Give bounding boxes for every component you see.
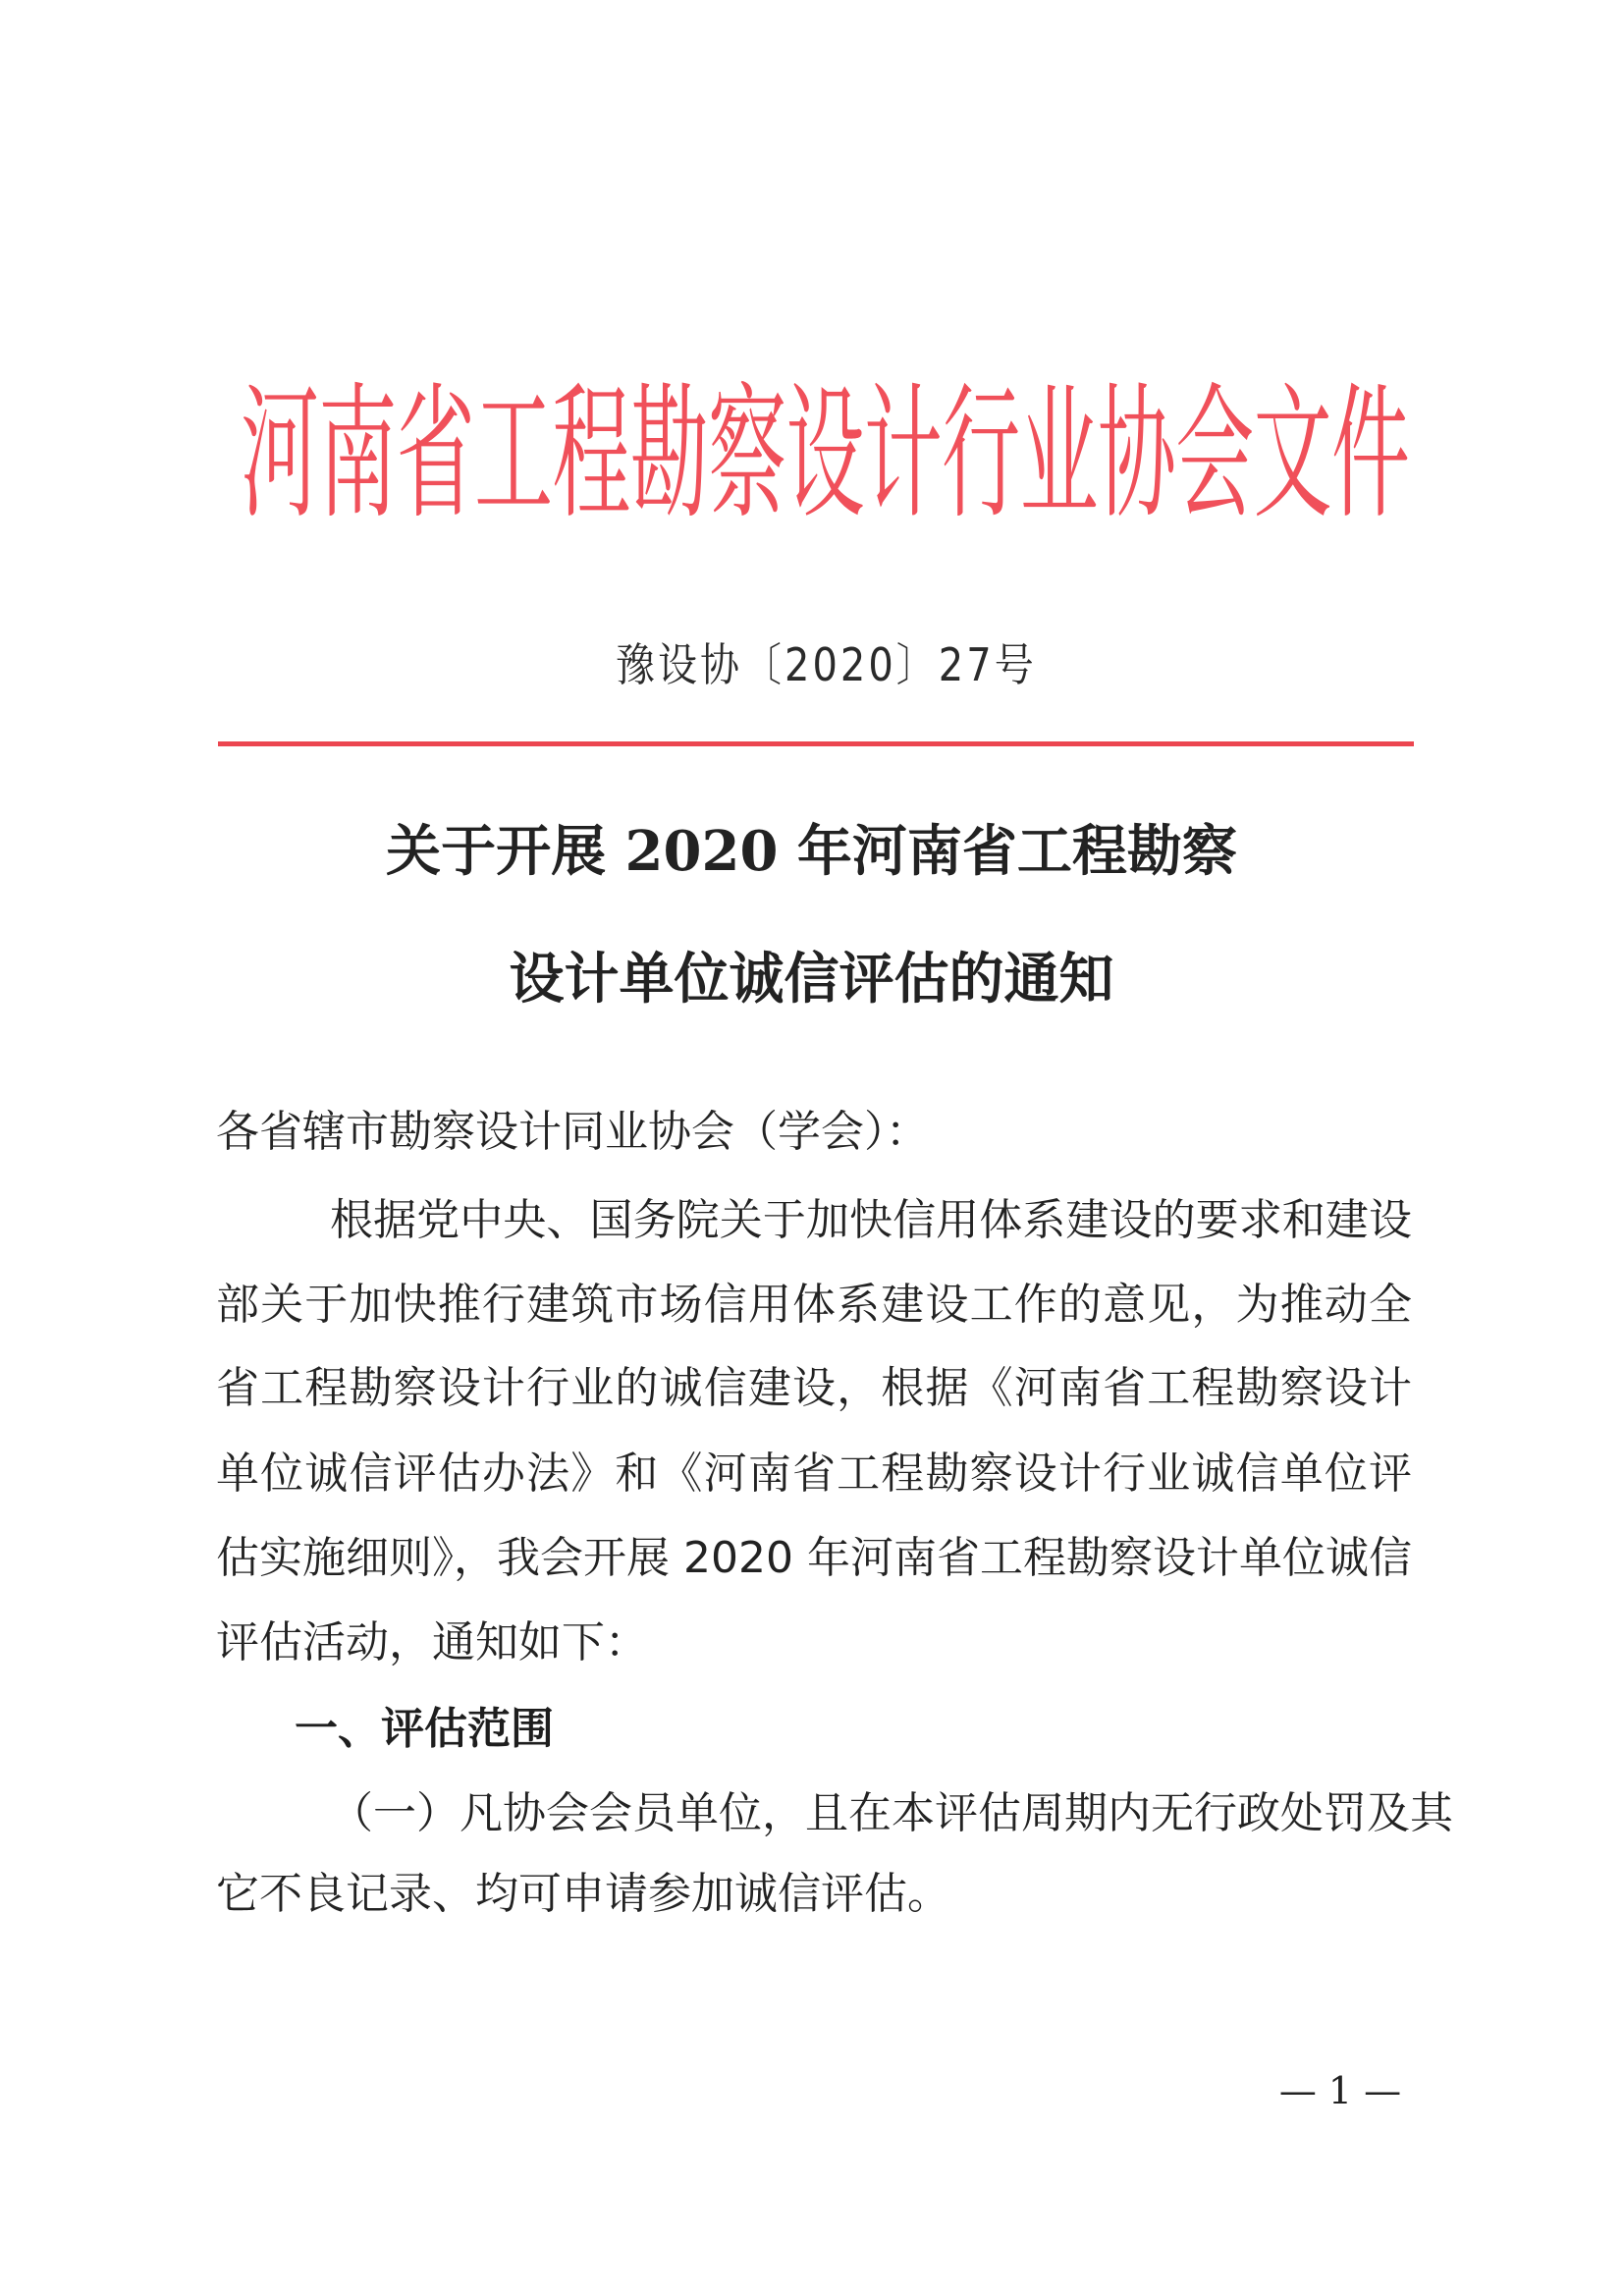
document-number: 豫设协〔2020〕27号 [616,639,1037,692]
item-line: （一）凡协会会员单位，且在本评估周期内无行政处罚及其 [330,1788,1453,1838]
masthead [241,367,1409,538]
item-line: 它不良记录、均可申请参加诚信评估。 [216,1869,950,1919]
body-line: 评估活动，通知如下： [216,1617,648,1667]
section-heading: 一、评估范围 [295,1704,554,1754]
body-line: 单位诚信评估办法》和《河南省工程勘察设计行业诚信单位评 [216,1449,1412,1499]
notice-title-line-1: 关于开展 2020 年河南省工程勘察 [386,819,1237,884]
body-line: 部关于加快推行建筑市场信用体系建设工作的意见，为推动全 [216,1280,1412,1330]
notice-title-line-2: 设计单位诚信评估的通知 [509,947,1114,1011]
body-line: 省工程勘察设计行业的诚信建设，根据《河南省工程勘察设计 [216,1363,1412,1413]
body-line: 估实施细则》，我会开展 2020 年河南省工程勘察设计单位诚信 [216,1533,1412,1583]
red-divider-rule [218,741,1414,746]
masthead-title: 河南省工程勘察设计行业协会文件 [241,368,1409,538]
page-number: — 1 — [1278,2069,1402,2112]
salutation: 各省辖市勘察设计同业协会（学会）： [216,1107,929,1157]
body-line: 根据党中央、国务院关于加快信用体系建设的要求和建设 [330,1195,1412,1245]
